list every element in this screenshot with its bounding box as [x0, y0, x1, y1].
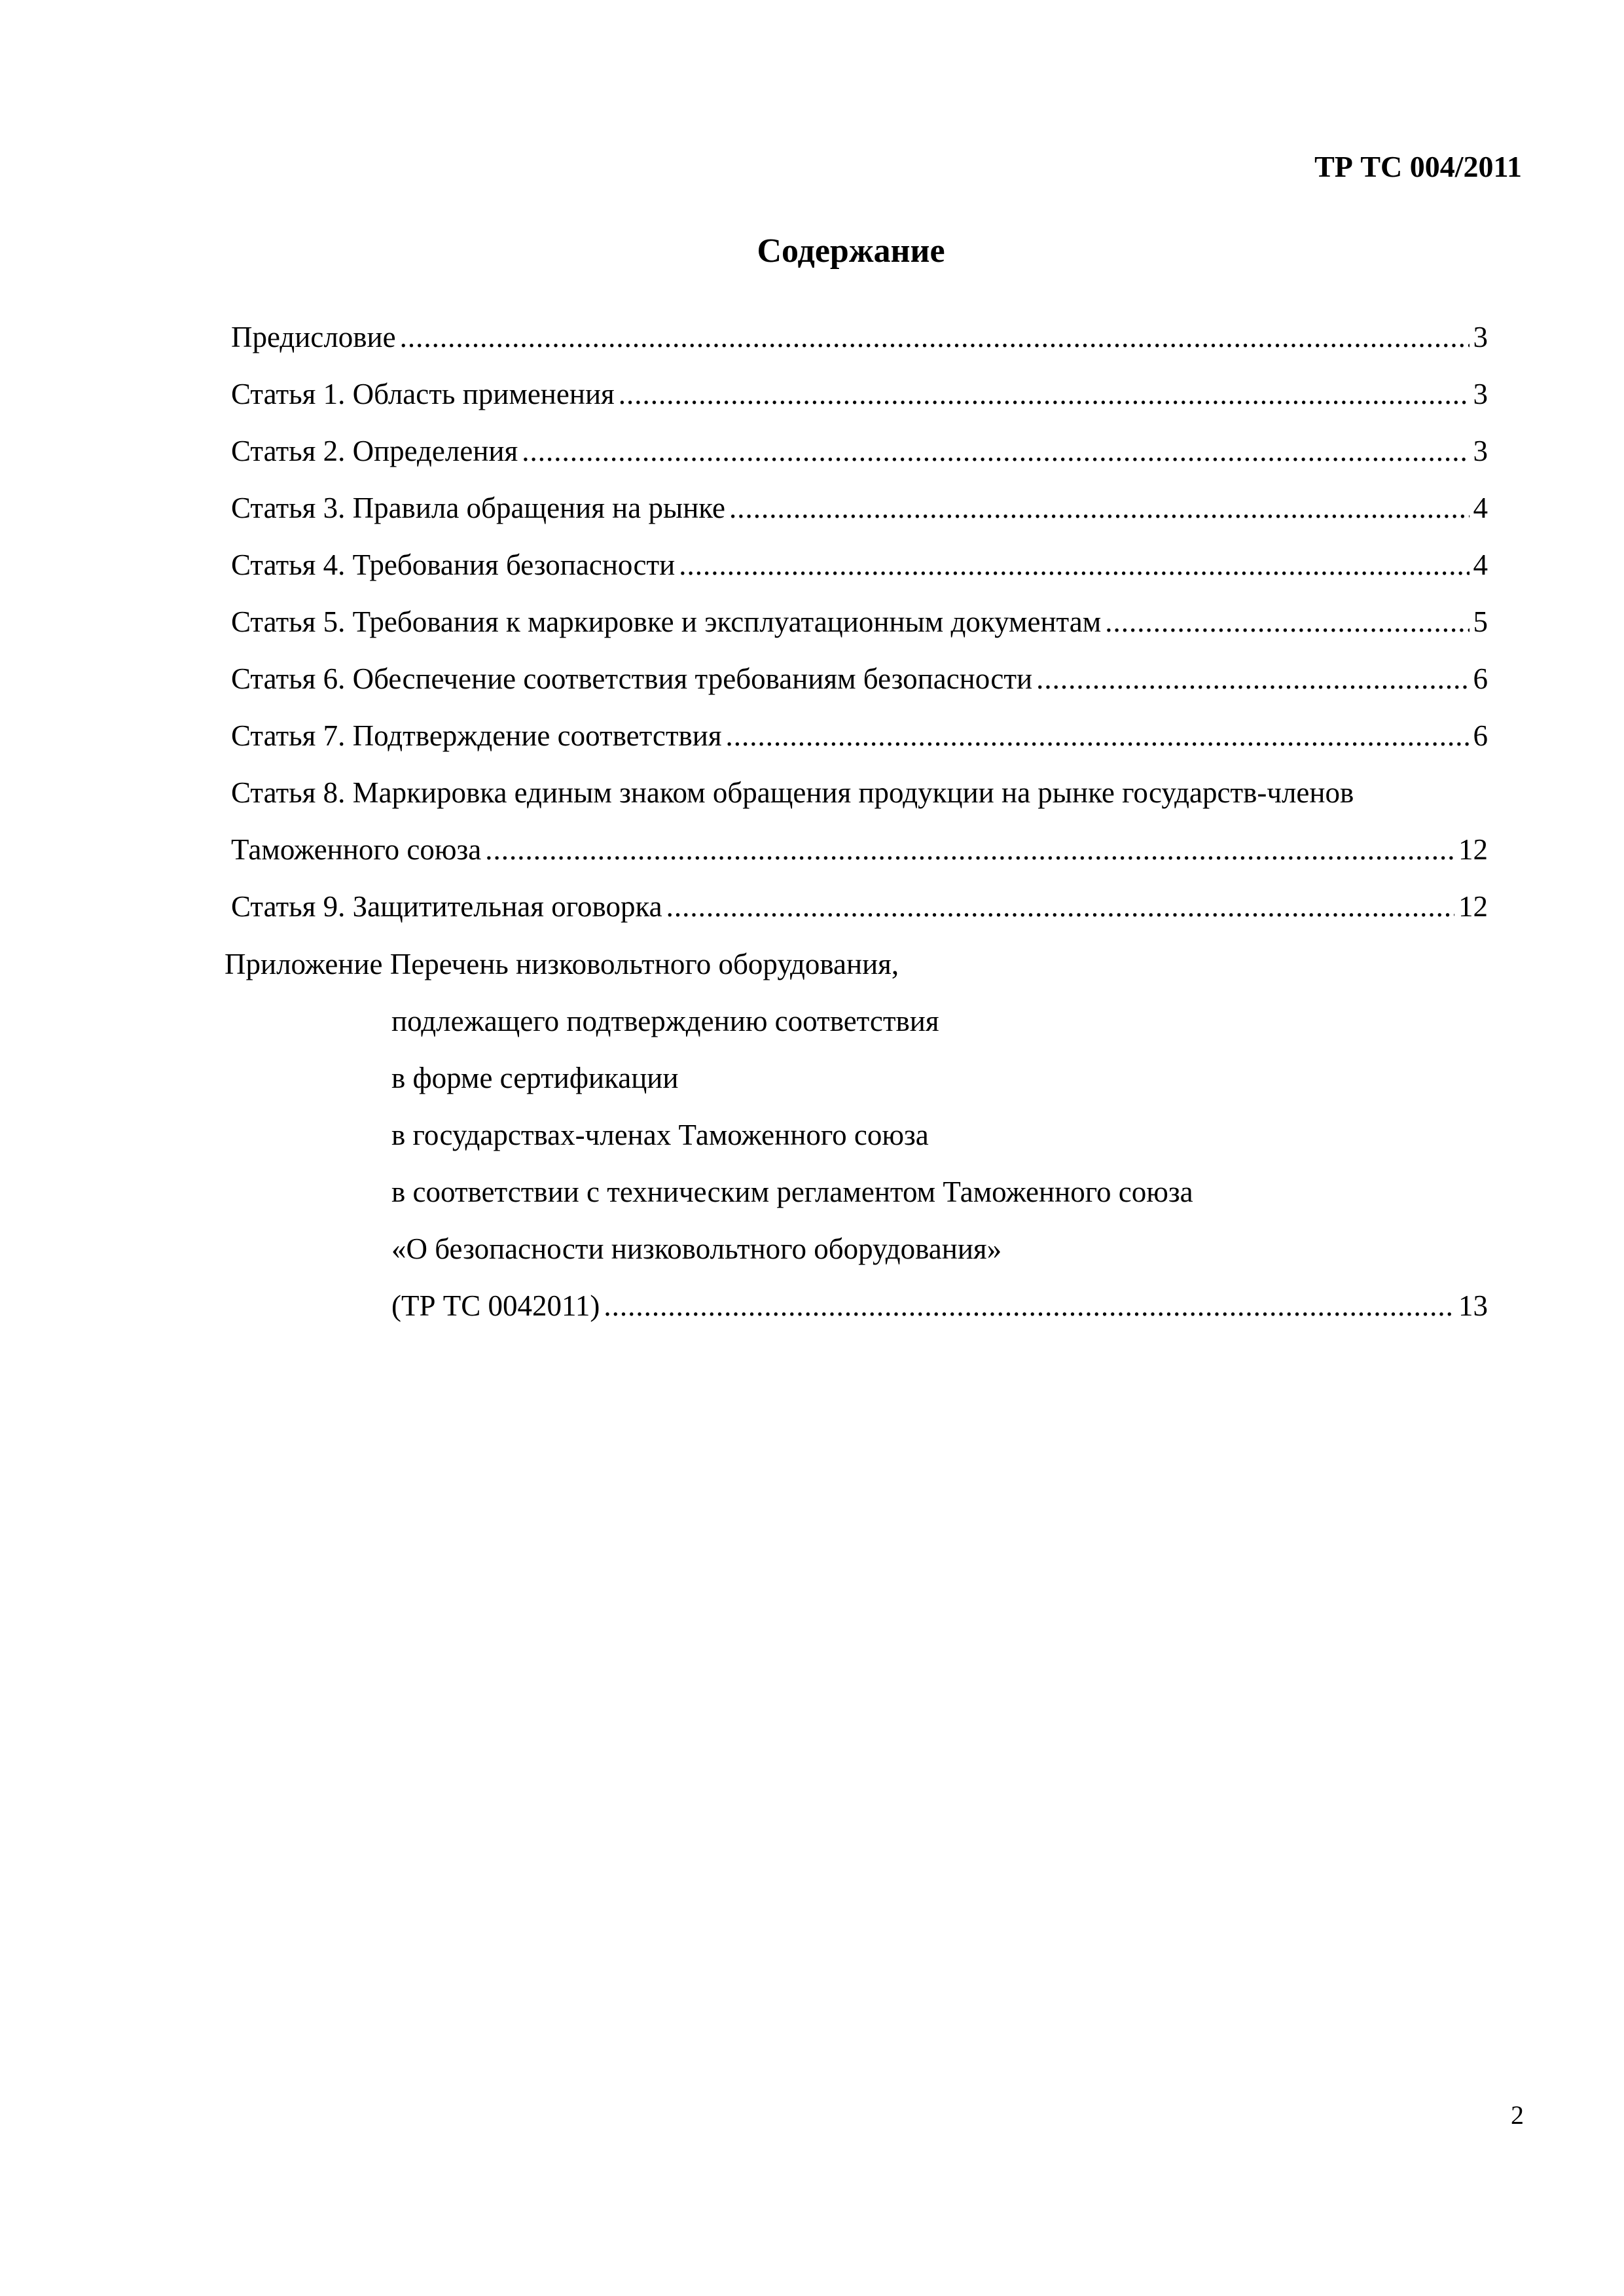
document-code: ТР ТС 004/2011 — [1314, 150, 1522, 183]
toc-entry-title: Статья 3. Правила обращения на рынке — [231, 492, 726, 524]
toc-entry[interactable] — [231, 537, 1488, 594]
dot-leader — [619, 366, 1470, 423]
table-of-contents — [231, 309, 1488, 935]
toc-entry-title-line[interactable]: Статья 8. Маркировка единым знаком обращения продукции на рынке государств-членов — [231, 776, 1354, 809]
toc-entry[interactable] — [231, 878, 1488, 935]
toc-entry[interactable] — [231, 309, 1488, 366]
toc-entry-page: 12 — [1458, 890, 1488, 923]
toc-entry-title: Статья 1. Область применения — [231, 378, 615, 410]
toc-entry[interactable] — [231, 821, 1488, 878]
toc-entry-page: 13 — [1458, 1289, 1488, 1322]
dot-leader — [400, 309, 1470, 366]
appendix-title-line: в государствах-членах Таможенного союза — [391, 1119, 929, 1151]
toc-entry-title: Статья 5. Требования к маркировке и эксплуатационным документам — [231, 605, 1102, 638]
toc-entry-page: 3 — [1473, 321, 1488, 353]
toc-entry[interactable] — [231, 708, 1488, 764]
toc-entry[interactable] — [231, 423, 1488, 480]
appendix-title-lines — [225, 993, 1488, 1335]
toc-entry-page: 5 — [1473, 605, 1488, 638]
toc-entry-title: Статья 2. Определения — [231, 435, 518, 467]
appendix-last-line — [391, 1278, 1488, 1335]
toc-entry[interactable] — [231, 651, 1488, 708]
dot-leader — [726, 708, 1470, 764]
appendix-title-line: в форме сертификации — [391, 1062, 679, 1094]
toc-entry[interactable] — [231, 594, 1488, 651]
appendix-title-line: в соответствии с техническим регламентом Таможенного союза — [391, 1175, 1193, 1208]
dot-leader — [1036, 651, 1469, 708]
toc-entry-title: Статья 7. Подтверждение соответствия — [231, 719, 722, 752]
toc-entry-page: 12 — [1458, 833, 1488, 866]
dot-leader — [1105, 594, 1469, 651]
toc-entry-title-continued: Таможенного союза — [231, 833, 482, 866]
toc-entry-title: Статья 9. Защитительная оговорка — [231, 890, 662, 923]
appendix-heading: Приложение Перечень низковольтного оборудования, — [225, 948, 899, 980]
toc-entry-title: Статья 4. Требования безопасности — [231, 548, 676, 581]
toc-entry-title: Предисловие — [231, 321, 396, 353]
toc-entry-page: 3 — [1473, 435, 1488, 467]
toc-entry[interactable] — [231, 366, 1488, 423]
dot-leader — [522, 423, 1469, 480]
dot-leader — [604, 1278, 1454, 1335]
toc-entry-page: 4 — [1473, 492, 1488, 524]
toc-entry-title: Статья 6. Обеспечение соответствия требованиям безопасности — [231, 662, 1033, 695]
page-number: 2 — [1511, 2100, 1524, 2130]
appendix-title-line: «О безопасности низковольтного оборудования» — [391, 1232, 1002, 1265]
toc-entry[interactable] — [231, 480, 1488, 537]
dot-leader — [679, 537, 1469, 594]
dot-leader — [666, 878, 1454, 935]
toc-entry-page: 3 — [1473, 378, 1488, 410]
toc-heading: Содержание — [757, 232, 945, 270]
toc-entry-page: 4 — [1473, 548, 1488, 581]
toc-entry-page: 6 — [1473, 662, 1488, 695]
toc-entry-page: 6 — [1473, 719, 1488, 752]
dot-leader — [485, 821, 1454, 878]
appendix-title-line: подлежащего подтверждению соответствия — [391, 1005, 939, 1037]
dot-leader — [729, 480, 1469, 537]
toc-appendix-entry[interactable] — [225, 936, 1488, 1335]
appendix-regulation-code: (ТР ТС 0042011) — [391, 1289, 600, 1322]
